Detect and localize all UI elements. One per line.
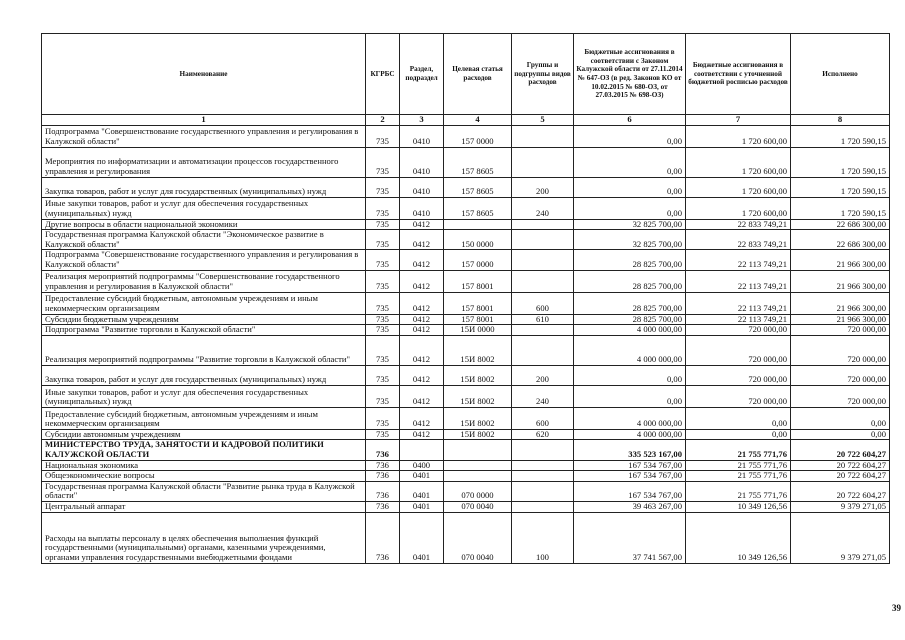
row-group (512, 250, 574, 270)
table-row (42, 197, 890, 219)
row-name: Реализация мероприятий подпрограммы "Совершенствование государственного управления и регулирования в Калужской области" (42, 270, 366, 292)
row-section: 0410 (400, 125, 444, 147)
row-executed: 1 720 590,15 (791, 177, 890, 197)
row-executed: 1 720 590,15 (791, 125, 890, 147)
row-section: 0412 (400, 270, 444, 292)
column-number: 1 (42, 115, 366, 126)
row-section: 0400 (400, 460, 444, 471)
row-budget: 335 523 167,00 (574, 440, 686, 460)
row-budget: 0,00 (574, 365, 686, 385)
row-group (512, 270, 574, 292)
row-section: 0410 (400, 197, 444, 219)
table-row (42, 365, 890, 385)
table-row (42, 177, 890, 197)
row-group: 600 (512, 407, 574, 429)
row-group: 200 (512, 177, 574, 197)
row-article: 070 0000 (444, 481, 512, 501)
row-budget: 28 825 700,00 (574, 270, 686, 292)
row-name: Другие вопросы в области национальной экономики (42, 219, 366, 230)
row-name: Подпрограмма "Развитие торговли в Калужской области" (42, 325, 366, 336)
row-section: 0412 (400, 230, 444, 250)
table-row (42, 147, 890, 177)
row-group (512, 501, 574, 512)
table-row (42, 501, 890, 512)
row-executed: 20 722 604,27 (791, 471, 890, 482)
row-section: 0412 (400, 314, 444, 325)
row-name: Мероприятия по информатизации и автоматизации процессов государственного управления и регулирования (42, 147, 366, 177)
row-budget: 32 825 700,00 (574, 230, 686, 250)
row-executed: 9 379 271,05 (791, 501, 890, 512)
row-refined: 720 000,00 (686, 365, 791, 385)
row-kgrbs: 735 (366, 230, 400, 250)
row-article: 15И 8002 (444, 407, 512, 429)
row-article: 157 8001 (444, 314, 512, 325)
row-article: 15И 8002 (444, 335, 512, 365)
row-section (400, 440, 444, 460)
table-row (42, 471, 890, 482)
row-article: 157 8605 (444, 177, 512, 197)
row-budget: 167 534 767,00 (574, 481, 686, 501)
header-name: Наименование (42, 34, 366, 115)
row-executed: 1 720 590,15 (791, 147, 890, 177)
row-section: 0410 (400, 147, 444, 177)
row-name: Иные закупки товаров, работ и услуг для обеспечения государственных (муниципальных) нужд (42, 385, 366, 407)
row-kgrbs: 735 (366, 407, 400, 429)
row-kgrbs: 735 (366, 365, 400, 385)
row-article: 157 8001 (444, 292, 512, 314)
row-executed: 20 722 604,27 (791, 481, 890, 501)
row-group (512, 481, 574, 501)
row-name: Подпрограмма "Совершенствование государственного управления и регулирования в Калужской области" (42, 125, 366, 147)
row-budget: 167 534 767,00 (574, 460, 686, 471)
row-article: 15И 0000 (444, 325, 512, 336)
row-budget: 0,00 (574, 197, 686, 219)
row-article: 157 8001 (444, 270, 512, 292)
table-row (42, 460, 890, 471)
row-section: 0412 (400, 292, 444, 314)
row-executed: 21 966 300,00 (791, 250, 890, 270)
table-row (42, 512, 890, 563)
table-row (42, 407, 890, 429)
row-kgrbs: 736 (366, 501, 400, 512)
row-executed: 720 000,00 (791, 365, 890, 385)
table-row (42, 429, 890, 440)
row-budget: 4 000 000,00 (574, 335, 686, 365)
column-number: 7 (686, 115, 791, 126)
row-group: 620 (512, 429, 574, 440)
row-budget: 0,00 (574, 147, 686, 177)
row-section: 0412 (400, 385, 444, 407)
row-executed: 720 000,00 (791, 335, 890, 365)
row-kgrbs: 736 (366, 512, 400, 563)
row-budget: 28 825 700,00 (574, 250, 686, 270)
table-row (42, 250, 890, 270)
table-row (42, 440, 890, 460)
row-executed: 21 966 300,00 (791, 292, 890, 314)
row-section: 0412 (400, 407, 444, 429)
table-row (42, 314, 890, 325)
row-executed: 0,00 (791, 407, 890, 429)
row-article: 157 0000 (444, 250, 512, 270)
row-kgrbs: 735 (366, 292, 400, 314)
row-group: 240 (512, 197, 574, 219)
row-executed: 9 379 271,05 (791, 512, 890, 563)
row-group (512, 219, 574, 230)
row-group (512, 125, 574, 147)
row-name: МИНИСТЕРСТВО ТРУДА, ЗАНЯТОСТИ И КАДРОВОЙ ПОЛИТИКИ КАЛУЖСКОЙ ОБЛАСТИ (42, 440, 366, 460)
row-kgrbs: 735 (366, 270, 400, 292)
row-kgrbs: 736 (366, 440, 400, 460)
row-kgrbs: 736 (366, 481, 400, 501)
row-executed: 21 966 300,00 (791, 270, 890, 292)
row-refined: 22 113 749,21 (686, 270, 791, 292)
row-article (444, 471, 512, 482)
row-article: 157 8605 (444, 197, 512, 219)
row-refined: 10 349 126,56 (686, 512, 791, 563)
row-refined: 1 720 600,00 (686, 125, 791, 147)
column-number: 3 (400, 115, 444, 126)
row-section: 0412 (400, 325, 444, 336)
row-refined: 1 720 600,00 (686, 147, 791, 177)
header-refined: Бюджетные ассигнования в соответствии с уточненной бюджетной росписью расходов (686, 34, 791, 115)
row-refined: 720 000,00 (686, 335, 791, 365)
row-section: 0412 (400, 219, 444, 230)
row-executed: 20 722 604,27 (791, 460, 890, 471)
table-body (42, 125, 890, 563)
header-row (42, 34, 890, 115)
row-executed: 21 966 300,00 (791, 314, 890, 325)
row-budget: 0,00 (574, 177, 686, 197)
row-article (444, 440, 512, 460)
row-kgrbs: 735 (366, 325, 400, 336)
row-refined: 22 833 749,21 (686, 219, 791, 230)
row-executed: 0,00 (791, 429, 890, 440)
row-name: Закупка товаров, работ и услуг для государственных (муниципальных) нужд (42, 365, 366, 385)
row-budget: 28 825 700,00 (574, 292, 686, 314)
row-article: 15И 8002 (444, 365, 512, 385)
table-row (42, 325, 890, 336)
row-budget: 4 000 000,00 (574, 325, 686, 336)
row-budget: 37 741 567,00 (574, 512, 686, 563)
row-name: Государственная программа Калужской области "Развитие рынка труда в Калужской области" (42, 481, 366, 501)
row-kgrbs: 735 (366, 125, 400, 147)
row-article: 070 0040 (444, 501, 512, 512)
row-section: 0401 (400, 501, 444, 512)
row-budget: 0,00 (574, 125, 686, 147)
row-name: Расходы на выплаты персоналу в целях обеспечения выполнения функций государственными (муниципальными) органами, казенными учреждениями, органами управления государственными внебюджетными фондами (42, 512, 366, 563)
row-section: 0410 (400, 177, 444, 197)
row-section: 0412 (400, 250, 444, 270)
row-name: Национальная экономика (42, 460, 366, 471)
row-group: 600 (512, 292, 574, 314)
row-group (512, 230, 574, 250)
row-name: Подпрограмма "Совершенствование государственного управления и регулирования в Калужской области" (42, 250, 366, 270)
row-section: 0401 (400, 471, 444, 482)
row-refined: 1 720 600,00 (686, 177, 791, 197)
row-refined: 0,00 (686, 429, 791, 440)
column-number: 5 (512, 115, 574, 126)
header-section: Раздел, подраздел (400, 34, 444, 115)
row-name: Государственная программа Калужской области "Экономическое развитие в Калужской области" (42, 230, 366, 250)
table-row (42, 219, 890, 230)
row-budget: 0,00 (574, 385, 686, 407)
row-section: 0412 (400, 365, 444, 385)
row-article: 157 8605 (444, 147, 512, 177)
row-executed: 22 686 300,00 (791, 230, 890, 250)
header-budget: Бюджетные ассигнования в соответствии с Законом Калужской области от 27.11.2014 № 647-ОЗ (в ред. Законов КО от 10.02.2015 № 680-ОЗ, от 27.03.2015 № 698-ОЗ) (574, 34, 686, 115)
row-name: Субсидии бюджетным учреждениям (42, 314, 366, 325)
column-number: 8 (791, 115, 890, 126)
row-refined: 21 755 771,76 (686, 440, 791, 460)
row-kgrbs: 736 (366, 460, 400, 471)
row-executed: 22 686 300,00 (791, 219, 890, 230)
row-article: 150 0000 (444, 230, 512, 250)
table-row (42, 335, 890, 365)
page-number: 39 (892, 603, 901, 613)
row-group (512, 440, 574, 460)
row-executed: 720 000,00 (791, 385, 890, 407)
row-kgrbs: 735 (366, 219, 400, 230)
row-kgrbs: 735 (366, 250, 400, 270)
column-number: 6 (574, 115, 686, 126)
row-section: 0401 (400, 481, 444, 501)
table-row (42, 385, 890, 407)
table-row (42, 270, 890, 292)
row-article: 15И 8002 (444, 385, 512, 407)
row-budget: 4 000 000,00 (574, 407, 686, 429)
row-article: 157 0000 (444, 125, 512, 147)
row-article: 070 0040 (444, 512, 512, 563)
row-group (512, 325, 574, 336)
row-group: 100 (512, 512, 574, 563)
header-executed: Исполнено (791, 34, 890, 115)
column-number-row (42, 115, 890, 126)
row-executed: 720 000,00 (791, 325, 890, 336)
row-refined: 10 349 126,56 (686, 501, 791, 512)
column-number: 4 (444, 115, 512, 126)
row-article (444, 460, 512, 471)
row-kgrbs: 735 (366, 385, 400, 407)
row-article (444, 219, 512, 230)
header-kgrbs: КГРБС (366, 34, 400, 115)
row-name: Реализация мероприятий подпрограммы "Развитие торговли в Калужской области" (42, 335, 366, 365)
row-kgrbs: 736 (366, 471, 400, 482)
row-section: 0412 (400, 335, 444, 365)
row-kgrbs: 735 (366, 429, 400, 440)
row-refined: 720 000,00 (686, 325, 791, 336)
row-budget: 28 825 700,00 (574, 314, 686, 325)
row-budget: 4 000 000,00 (574, 429, 686, 440)
row-name: Центральный аппарат (42, 501, 366, 512)
table-row (42, 292, 890, 314)
budget-table (41, 33, 890, 564)
row-refined: 21 755 771,76 (686, 471, 791, 482)
table-row (42, 125, 890, 147)
row-name: Закупка товаров, работ и услуг для государственных (муниципальных) нужд (42, 177, 366, 197)
row-name: Иные закупки товаров, работ и услуг для обеспечения государственных (муниципальных) нужд (42, 197, 366, 219)
row-name: Субсидии автономным учреждениям (42, 429, 366, 440)
row-refined: 720 000,00 (686, 385, 791, 407)
row-refined: 1 720 600,00 (686, 197, 791, 219)
row-kgrbs: 735 (366, 147, 400, 177)
row-refined: 0,00 (686, 407, 791, 429)
header-article: Целевая статья расходов (444, 34, 512, 115)
row-kgrbs: 735 (366, 197, 400, 219)
row-refined: 22 833 749,21 (686, 230, 791, 250)
row-section: 0412 (400, 429, 444, 440)
row-refined: 22 113 749,21 (686, 314, 791, 325)
row-group (512, 147, 574, 177)
row-group (512, 335, 574, 365)
row-name: Предоставление субсидий бюджетным, автономным учреждениям и иным некоммерческим организациям (42, 292, 366, 314)
row-name: Предоставление субсидий бюджетным, автономным учреждениям и иным некоммерческим организациям (42, 407, 366, 429)
row-refined: 21 755 771,76 (686, 481, 791, 501)
row-kgrbs: 735 (366, 314, 400, 325)
table-row (42, 230, 890, 250)
row-executed: 20 722 604,27 (791, 440, 890, 460)
row-article: 15И 8002 (444, 429, 512, 440)
row-group: 240 (512, 385, 574, 407)
row-refined: 21 755 771,76 (686, 460, 791, 471)
row-group (512, 471, 574, 482)
row-group: 200 (512, 365, 574, 385)
row-group (512, 460, 574, 471)
row-group: 610 (512, 314, 574, 325)
row-refined: 22 113 749,21 (686, 250, 791, 270)
row-refined: 22 113 749,21 (686, 292, 791, 314)
row-section: 0401 (400, 512, 444, 563)
row-budget: 32 825 700,00 (574, 219, 686, 230)
row-kgrbs: 735 (366, 177, 400, 197)
header-group: Группы и подгруппы видов расходов (512, 34, 574, 115)
row-budget: 39 463 267,00 (574, 501, 686, 512)
row-kgrbs: 735 (366, 335, 400, 365)
table-row (42, 481, 890, 501)
row-executed: 1 720 590,15 (791, 197, 890, 219)
row-budget: 167 534 767,00 (574, 471, 686, 482)
row-name: Общеэкономические вопросы (42, 471, 366, 482)
column-number: 2 (366, 115, 400, 126)
